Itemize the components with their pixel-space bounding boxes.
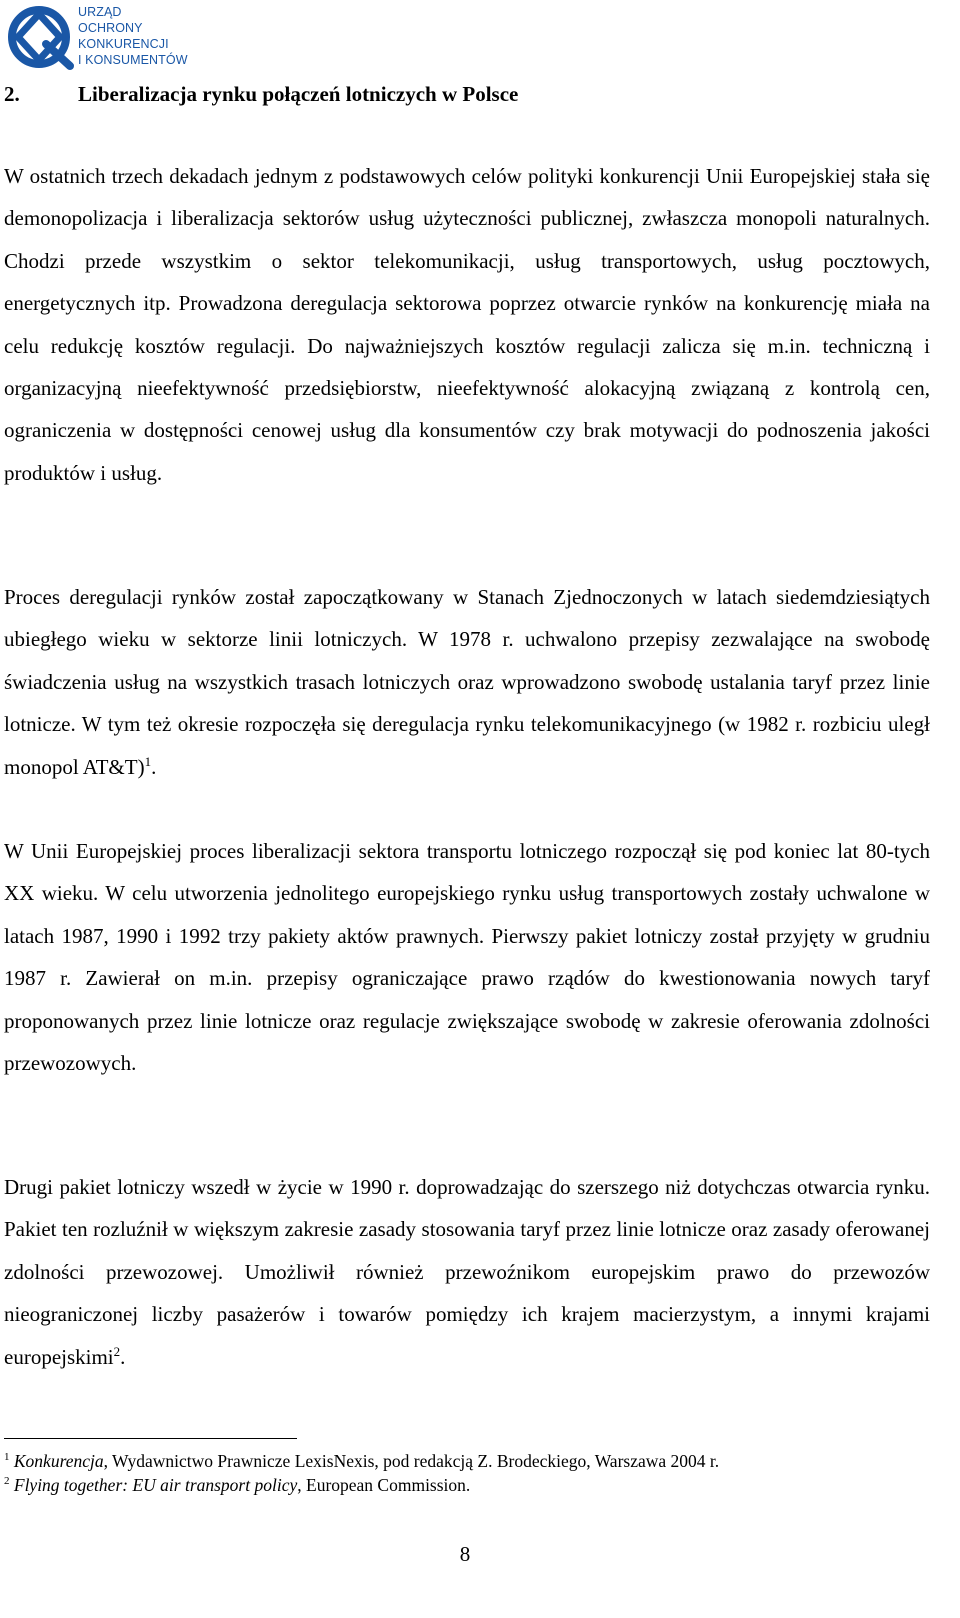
footnote-divider [4, 1438, 297, 1439]
logo-line-4: I KONSUMENTÓW [78, 53, 188, 67]
footnote-ref-2: 2 [113, 1343, 121, 1359]
section-title: Liberalizacja rynku połączeń lotniczych w Polsce [78, 82, 519, 106]
footnote-1-text: , Wydawnictwo Prawnicze LexisNexis, pod redakcją Z. Brodeckiego, Warszawa 2004 r. [103, 1451, 720, 1471]
footnote-1-mark: 1 [4, 1451, 10, 1463]
footnote-2 [4, 1474, 930, 1498]
uokik-logo-mark [6, 4, 76, 70]
footnote-1 [4, 1450, 930, 1474]
footnote-2-mark: 2 [4, 1474, 10, 1487]
paragraph-1-text: W ostatnich trzech dekadach jednym z podstawowych celów polityki konkurencji Unii Europejskiej stała się demonopolizacja i liberalizacja sektorów usług użyteczności publicznej, zwłaszcza monopoli naturalnych. Chodzi przede wszystkim o sektor telekomunikacji, usług transportowych, usług pocztowych, energetycznych itp. Prowadzona deregulacja sektorowa poprzez otwarcie rynków na konkurencję miała na celu redukcję kosztów regulacji. Do najważniejszych kosztów regulacji zalicza się m.in. techniczną i organizacyjną nieefektywność przedsiębiorstw, nieefektywność alokacyjną związaną z kontrolą cen, ograniczenia w dostępności cenowej usług dla konsumentów czy brak motywacji do podnoszenia jakości produktów i usług. [4, 164, 930, 485]
paragraph-2 [4, 576, 930, 788]
footnote-1-title: Konkurencja [13, 1451, 104, 1471]
paragraph-3 [4, 830, 930, 1084]
paragraph-3-text: W Unii Europejskiej proces liberalizacji sektora transportu lotniczego rozpoczął się pod koniec lat 80-tych XX wieku. W celu utworzenia jednolitego europejskiego rynku usług transportowych zostały uchwalone w latach 1987, 1990 i 1992 trzy pakiety aktów prawnych. Pierwszy pakiet lotniczy został przyjęty w grudniu 1987 r. Zawierał on m.in. przepisy ograniczające prawo rządów do kwestionowania nowych taryf proponowanych przez linie lotnicze oraz regulacje zwiększające swobodę w zakresie oferowania zdolności przewozowych. [4, 839, 930, 1076]
footnote-ref-1: 1 [144, 753, 152, 769]
logo-line-1: URZĄD [78, 5, 122, 19]
logo-line-2: OCHRONY [78, 21, 143, 35]
logo-text [78, 4, 188, 68]
paragraph-1 [4, 155, 930, 494]
paragraph-2-text: Proces deregulacji rynków został zapoczątkowany w Stanach Zjednoczonych w latach siedemdziesiątych ubiegłego wieku w sektorze linii lotniczych. W 1978 r. uchwalono przepisy zezwalające na swobodę świadczenia usług na wszystkich trasach lotniczych oraz wprowadzono swobodę ustalania taryf przez linie lotnicze. W tym też okresie rozpoczęła się deregulacja rynku telekomunikacyjnego (w 1982 r. rozbiciu uległ monopol AT&T) [4, 585, 930, 779]
footnote-2-text: , European Commission. [297, 1474, 471, 1495]
page-number: 8 [459, 1542, 471, 1566]
logo-line-3: KONKURENCJI [78, 37, 169, 51]
paragraph-4-text: Drugi pakiet lotniczy wszedł w życie w 1990 r. doprowadzając do szerszego niż dotychczas otwarcia rynku. Pakiet ten rozluźnił w większym zakresie zasady stosowania taryf przez linie lotnicze oraz zasady oferowanej zdolności przewozowej. Umożliwił również przewoźnikom europejskim prawo do przewozów nieograniczonej liczby pasażerów i towarów pomiędzy ich krajem macierzystym, a innymi krajami europejskimi [4, 1175, 930, 1369]
paragraph-2-end: . [151, 754, 157, 779]
footnotes [4, 1450, 930, 1497]
section-heading [4, 80, 934, 108]
paragraph-4-end: . [120, 1344, 126, 1369]
section-number: 2. [4, 82, 20, 106]
paragraph-4 [4, 1166, 930, 1378]
footnote-2-title: Flying together: EU air transport policy [13, 1474, 298, 1495]
uokik-logo [6, 4, 216, 70]
